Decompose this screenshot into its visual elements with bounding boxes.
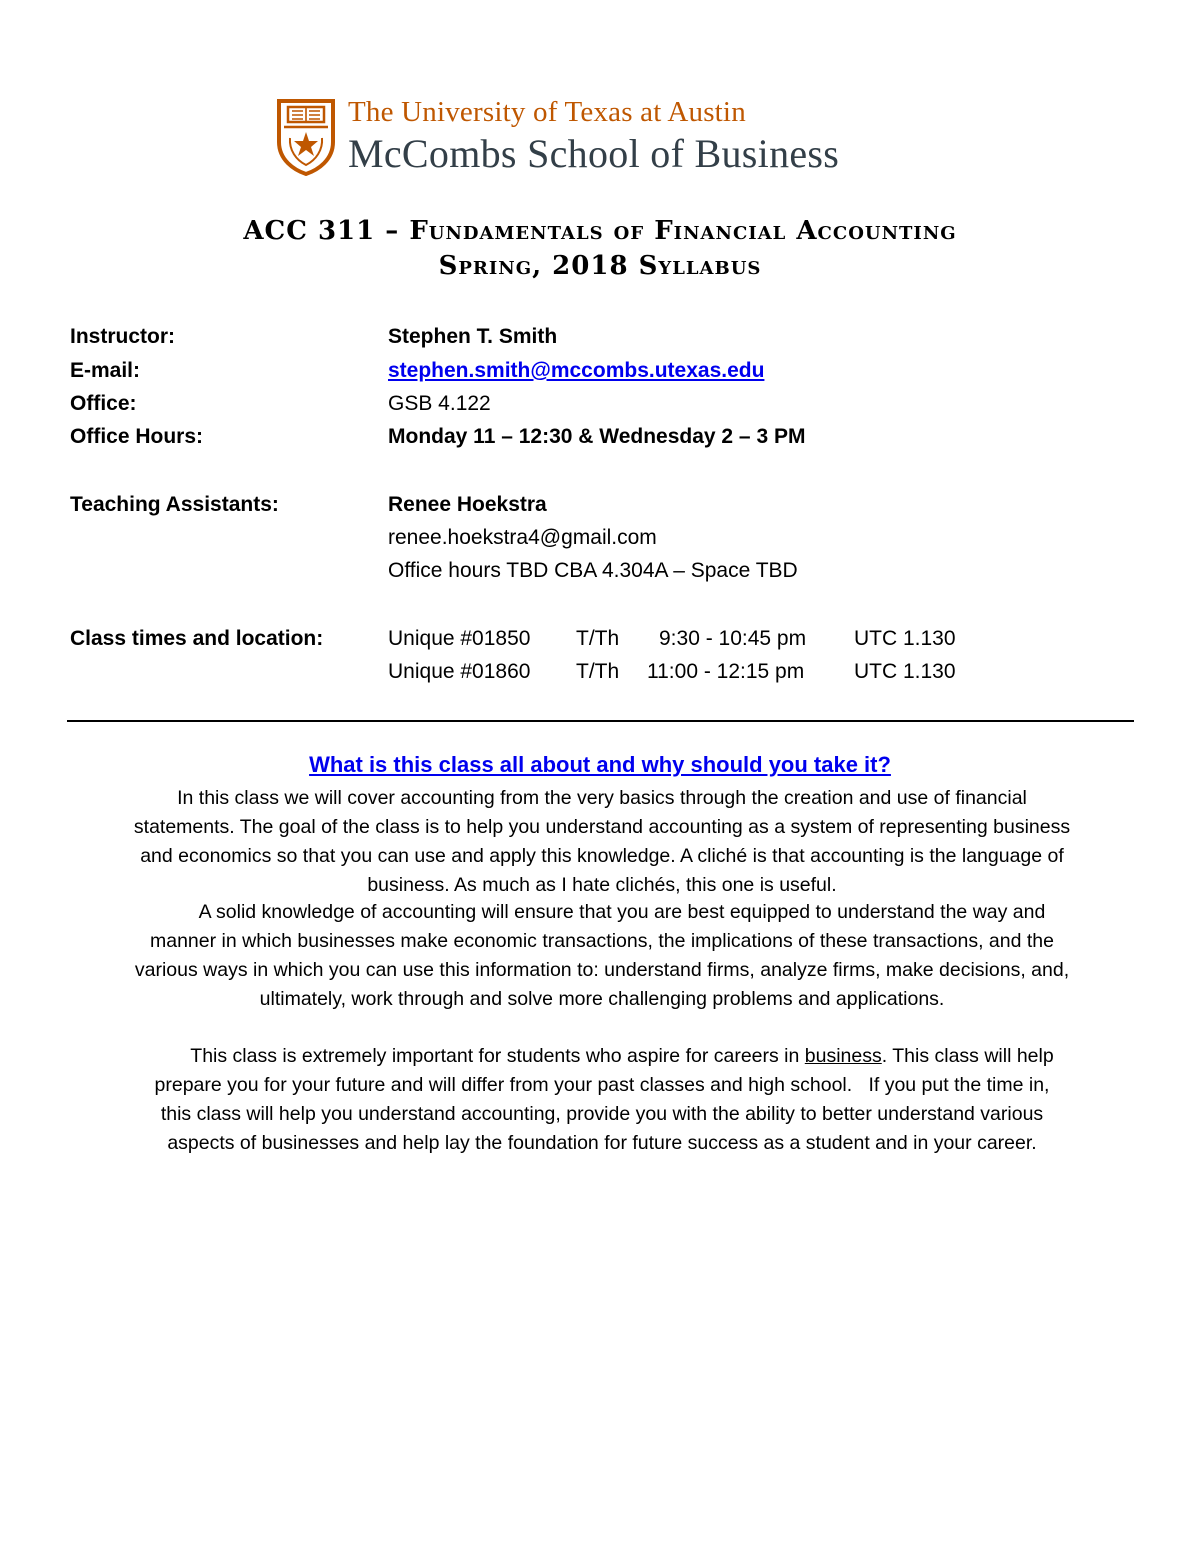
about-paragraph-1 (70, 784, 1134, 900)
paragraph-line: various ways in which you can use this information to: understand firms, analyze firms, make decisions, and, (134, 959, 1070, 981)
instructor-label: Instructor: (70, 325, 175, 348)
paragraph-line: In this class we will cover accounting from the very basics through the creation and use of financial (177, 787, 1027, 809)
about-heading-link[interactable]: What is this class all about and why should you take it? (309, 752, 891, 777)
office-hours: Monday 11 – 12:30 & Wednesday 2 – 3 PM (388, 425, 806, 448)
text-span: If you put the time in, (852, 1074, 1050, 1096)
ut-shield-icon (276, 98, 336, 176)
paragraph-line: A solid knowledge of accounting will ensure that you are best equipped to understand the way and (198, 901, 1046, 923)
section-days: T/Th (576, 660, 620, 683)
section-time: 9:30 - 10:45 pm (659, 627, 807, 650)
horizontal-divider (67, 720, 1134, 722)
email-label: E-mail: (70, 359, 141, 382)
section-unique: Unique #01860 (388, 660, 531, 683)
ta-email: renee.hoekstra4@gmail.com (388, 526, 657, 549)
section-time: 11:00 - 12:15 pm (647, 660, 805, 683)
instructor-email-link[interactable]: stephen.smith@mccombs.utexas.edu (388, 359, 765, 382)
ta-name: Renee Hoekstra (388, 493, 547, 516)
section-room: UTC 1.130 (854, 660, 956, 683)
section-room: UTC 1.130 (854, 627, 956, 650)
office-hours-label: Office Hours: (70, 425, 204, 448)
paragraph-line: manner in which businesses make economic transactions, the implications of these transactions, and the (150, 930, 1054, 952)
school-name: McCombs School of Business (348, 131, 840, 176)
ta-office: Office hours TBD CBA 4.304A – Space TBD (388, 559, 798, 582)
paragraph-line: aspects of businesses and help lay the foundation for future success as a student and in your career. (167, 1132, 1037, 1154)
ut-mccombs-logo (276, 96, 876, 180)
about-paragraph-3 (70, 1042, 1134, 1158)
class-times-label: Class times and location: (70, 627, 324, 650)
about-paragraph-2 (70, 898, 1134, 1014)
instructor-name: Stephen T. Smith (388, 325, 558, 348)
paragraph-line: business. As much as I hate clichés, this one is useful. (367, 874, 837, 896)
paragraph-line: this class will help you understand accounting, provide you with the ability to better understand various (160, 1103, 1044, 1125)
office-label: Office: (70, 392, 137, 415)
section-unique: Unique #01850 (388, 627, 531, 650)
paragraph-line (70, 1071, 1134, 1100)
course-title: ACC 311 – Fundamentals of Financial Accounting (243, 216, 957, 246)
office-location: GSB 4.122 (388, 392, 491, 415)
section-days: T/Th (576, 627, 620, 650)
underlined-word: business (804, 1045, 882, 1067)
paragraph-line: ultimately, work through and solve more challenging problems and applications. (259, 988, 945, 1010)
ta-label: Teaching Assistants: (70, 493, 279, 516)
text-span: This class is extremely important for students who aspire for careers in (190, 1045, 805, 1067)
university-name: The University of Texas at Austin (348, 96, 746, 128)
paragraph-line: statements. The goal of the class is to help you understand accounting as a system of representing business (133, 816, 1071, 838)
paragraph-line (70, 1042, 1134, 1071)
text-span: . This class will help (881, 1045, 1054, 1067)
paragraph-line: and economics so that you can use and apply this knowledge. A cliché is that accounting is the language of (140, 845, 1064, 867)
bold-span: prepare you for your future and will differ from your past classes and high school. (154, 1074, 853, 1096)
course-subtitle: Spring, 2018 Syllabus (438, 251, 762, 281)
